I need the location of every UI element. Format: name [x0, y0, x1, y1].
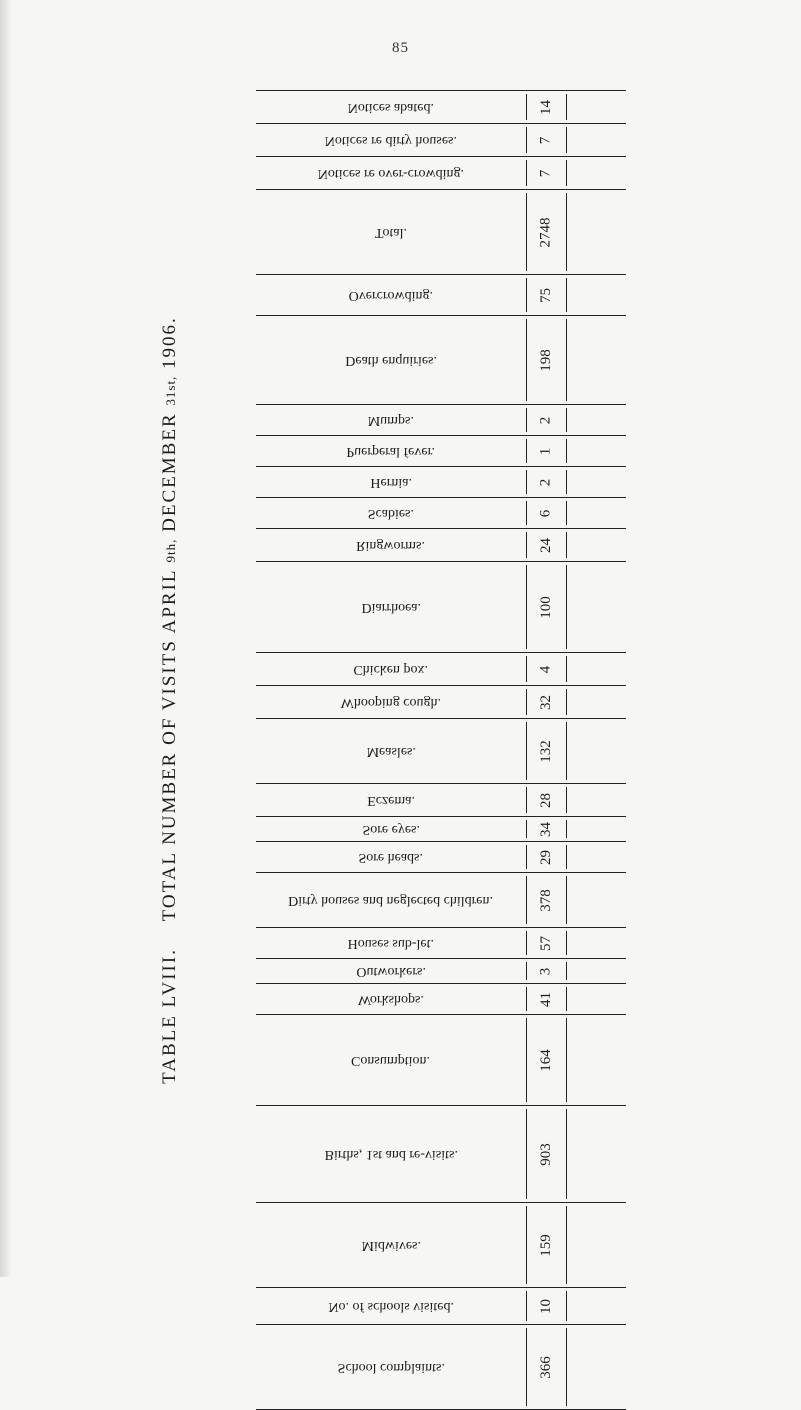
row-value: 14	[537, 99, 554, 115]
table-row	[256, 467, 626, 498]
row-value: 2748	[537, 217, 554, 247]
table-row	[256, 1203, 626, 1288]
table-row	[256, 1015, 626, 1106]
row-value: 7	[537, 136, 554, 144]
row-value: 198	[537, 348, 554, 372]
table-row	[256, 436, 626, 467]
table-row	[256, 1106, 626, 1203]
row-label: Notices re dirty houses.	[324, 133, 458, 149]
row-value: 29	[537, 849, 554, 865]
row-label: Ringworms.	[356, 538, 426, 554]
row-label: Total.	[374, 225, 408, 241]
row-value: 1	[537, 447, 554, 455]
table-row	[256, 959, 626, 984]
row-label: Workshops.	[357, 992, 425, 1008]
row-value: 366	[537, 1355, 554, 1379]
table-row	[256, 562, 626, 653]
row-value: 28	[537, 792, 554, 808]
table-row	[256, 1288, 626, 1325]
table-row	[256, 817, 626, 842]
row-value: 903	[537, 1142, 554, 1166]
title-main-e: 1906.	[159, 316, 180, 369]
row-label: Consumption.	[351, 1053, 431, 1069]
table-row	[256, 405, 626, 436]
row-label: Diarrhoea.	[361, 600, 421, 616]
table-row	[256, 719, 626, 784]
row-value: 6	[537, 509, 554, 517]
table-row	[256, 91, 626, 124]
row-label: Sore eyes.	[362, 822, 420, 838]
row-label: Puerperal fever.	[346, 444, 436, 460]
row-value: 378	[537, 888, 554, 912]
row-label: Notices abated.	[347, 100, 435, 116]
title-main-c: DECEMBER	[159, 412, 180, 532]
table-row	[256, 928, 626, 959]
row-label: Outworkers.	[356, 964, 426, 980]
table-row	[256, 529, 626, 562]
table-row	[256, 873, 626, 928]
page-number: 85	[392, 40, 409, 56]
title-main-b: 9th,	[163, 538, 178, 563]
row-value: 7	[537, 169, 554, 177]
row-label: Chicken pox.	[353, 662, 429, 678]
row-value: 100	[537, 595, 554, 619]
table-row	[256, 498, 626, 529]
row-label: Scabies.	[367, 506, 415, 522]
title-prefix: TABLE LVIII.	[159, 948, 180, 1084]
row-value: 57	[537, 935, 554, 951]
table-row	[256, 190, 626, 275]
table-row	[256, 275, 626, 316]
row-label: Mumps.	[367, 413, 415, 429]
row-value: 132	[537, 739, 554, 763]
row-label: Dirty houses and neglected children.	[288, 893, 494, 909]
table-row	[256, 686, 626, 719]
row-label: School complaints.	[337, 1360, 445, 1376]
row-label: Whooping cough.	[340, 695, 442, 711]
row-value: 34	[537, 821, 554, 837]
row-label: Overcrowding.	[348, 288, 434, 304]
row-value: 3	[537, 967, 554, 975]
table-row	[256, 784, 626, 817]
table-row	[256, 157, 626, 190]
row-label: Houses sub-let.	[347, 936, 435, 952]
row-value: 32	[537, 694, 554, 710]
row-value: 164	[537, 1048, 554, 1072]
table-row	[256, 653, 626, 686]
table-row	[256, 984, 626, 1015]
row-label: Hernia.	[370, 475, 412, 491]
row-value: 159	[537, 1233, 554, 1257]
row-label: Eczema.	[367, 793, 415, 809]
row-label: Births, 1st and re-visits.	[324, 1147, 458, 1163]
table-title	[159, 316, 181, 1084]
table-row	[256, 124, 626, 157]
row-value: 4	[537, 665, 554, 673]
row-label: Measles.	[366, 744, 416, 760]
row-label: Death enquiries.	[345, 353, 437, 369]
row-value: 2	[537, 478, 554, 486]
title-main-a: TOTAL NUMBER OF VISITS APRIL	[159, 569, 180, 922]
row-value: 10	[537, 1298, 554, 1314]
row-value: 41	[537, 991, 554, 1007]
row-label: Midwives.	[361, 1238, 421, 1254]
table-row	[256, 316, 626, 405]
visits-table	[256, 90, 626, 1410]
row-label: Sore heads.	[358, 850, 424, 866]
table-row	[256, 1325, 626, 1410]
title-main-d: 31st,	[163, 375, 178, 406]
row-label: No. of schools visited.	[328, 1299, 454, 1315]
row-value: 75	[537, 287, 554, 303]
row-value: 2	[537, 416, 554, 424]
row-value: 24	[537, 537, 554, 553]
table-row	[256, 842, 626, 873]
row-label: Notices re over-crowding.	[317, 166, 465, 182]
page-gutter-shadow	[0, 0, 12, 1277]
